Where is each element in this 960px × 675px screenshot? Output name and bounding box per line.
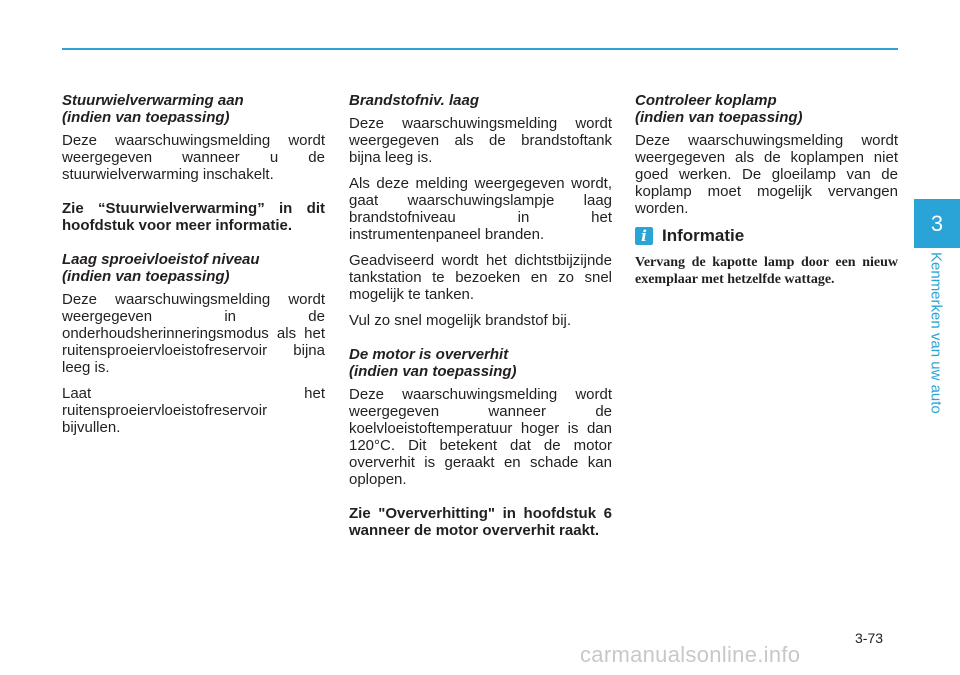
- column-3: [635, 92, 898, 288]
- chapter-number-tab: 3: [914, 199, 960, 248]
- chapter-title: Kenmerken van uw auto: [927, 252, 945, 414]
- note-steering-wheel-heater: Zie “Stuurwielverwarming” in dit hoofdstuk voor meer informatie.: [62, 200, 325, 234]
- paragraph-low-washer-fluid: Deze waarschuwingsmelding wordt weergegeven in de onderhoudsherinneringsmodus als het ruitensproeiervloeistofreservoir bijna leeg is.: [62, 291, 325, 376]
- heading-check-headlamp: Controleer koplamp (indien van toepassing): [635, 92, 803, 126]
- heading-low-fuel: Brandstofniv. laag: [349, 92, 480, 109]
- paragraph-low-fuel-1: Deze waarschuwingsmelding wordt weergegeven als de brandstoftank bijna leeg is.: [349, 115, 612, 166]
- note-engine-overheat: Zie "Oververhitting" in hoofdstuk 6 wanneer de motor oververhit raakt.: [349, 505, 612, 539]
- info-title: Informatie: [662, 226, 745, 245]
- paragraph-low-fuel-4: Vul zo snel mogelijk brandstof bij.: [349, 312, 572, 329]
- watermark: carmanualsonline.info: [580, 642, 801, 667]
- heading-low-washer-fluid: Laag sproeivloeistof niveau (indien van toepassing): [62, 251, 260, 285]
- heading-steering-wheel-heater: Stuurwielverwarming aan (indien van toepassing): [62, 92, 244, 126]
- column-1: [62, 92, 325, 445]
- paragraph-low-fuel-3: Geadviseerd wordt het dichtstbijzijnde tankstation te bezoeken en zo snel mogelijk te tanken.: [349, 252, 612, 303]
- paragraph-check-headlamp: Deze waarschuwingsmelding wordt weergegeven als de koplampen niet goed werken. De gloeilamp van de koplamp moet mogelijk vervangen worden.: [635, 132, 898, 217]
- paragraph-steering-wheel-heater: Deze waarschuwingsmelding wordt weergegeven wanneer u de stuurwielverwarming inschakelt.: [62, 132, 325, 183]
- paragraph-refill-washer: Laat het ruitensproeiervloeistofreservoir bijvullen.: [62, 385, 325, 436]
- chapter-title-vertical: [924, 252, 948, 432]
- info-icon: i: [635, 227, 653, 245]
- column-2: [349, 92, 612, 548]
- paragraph-low-fuel-2: Als deze melding weergegeven wordt, gaat waarschuwingslampje laag brandstofniveau in het instrumentenpaneel branden.: [349, 175, 612, 243]
- top-rule: [62, 48, 898, 50]
- paragraph-engine-overheat: Deze waarschuwingsmelding wordt weergegeven wanneer de koelvloeistoftemperatuur hoger is dan 120°C. Dit betekent dat de motor oververhit is geraakt en schade kan oplopen.: [349, 386, 612, 488]
- page-number: 3-73: [855, 630, 884, 646]
- heading-engine-overheat: De motor is oververhit (indien van toepassing): [349, 346, 517, 380]
- info-text: Vervang de kapotte lamp door een nieuw exemplaar met hetzelfde wattage.: [635, 255, 898, 287]
- info-box-header: [635, 226, 898, 246]
